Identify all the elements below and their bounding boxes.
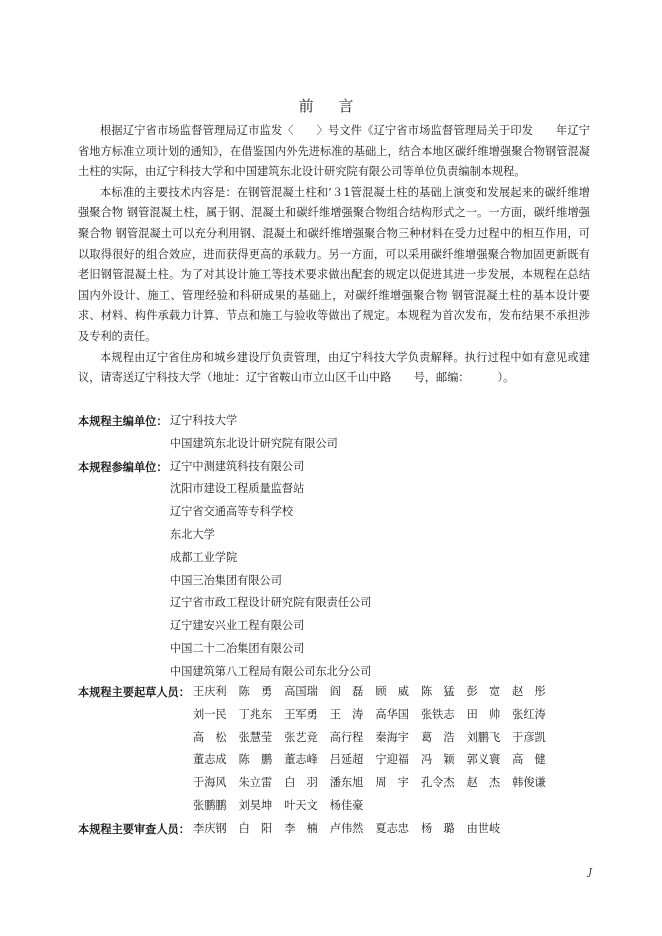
drafters-names bbox=[193, 681, 558, 818]
person-name: 王庆利 bbox=[193, 685, 227, 698]
person-name: 白 阳 bbox=[238, 822, 273, 835]
person-name: 卢伟然 bbox=[329, 822, 364, 835]
name-row bbox=[193, 704, 558, 727]
person-name: 秦海宇 bbox=[375, 730, 409, 744]
name-row bbox=[193, 727, 558, 750]
person-name: 刘鹏飞 bbox=[466, 730, 501, 744]
person-name: 由世岐 bbox=[466, 822, 501, 835]
person-name: 阎 磊 bbox=[329, 685, 364, 698]
name-row bbox=[193, 749, 558, 772]
person-name: 王军勇 bbox=[284, 707, 318, 721]
person-name: 朱立雷 bbox=[238, 776, 273, 790]
person-name: 韩俊谦 bbox=[512, 776, 546, 790]
preface-body bbox=[78, 121, 590, 389]
chief-units-label: 本规程主编单位： bbox=[78, 414, 168, 428]
person-name: 高华国 bbox=[375, 707, 409, 721]
name-row bbox=[193, 795, 558, 818]
reviewers-label: 本规程主要审查人员： bbox=[78, 822, 190, 836]
person-name: 叶天文 bbox=[284, 798, 318, 812]
paragraph-1: 根据辽宁省市场监督管理局辽市监发〈 〉号文件《辽宁省市场监督管理局关于印发 年辽宁省地方标准立项计划的通知》，在借鉴国内外先进标准的基础上，结合本地区碳纤维增强聚合物钢管混凝土柱的实际，由辽宁科技大学和中国建筑东北设计研究院有限公司等单位负责编制本规程。 bbox=[78, 124, 590, 179]
participating-unit-item: 辽宁省交通高等专科学校 bbox=[170, 505, 294, 519]
name-row bbox=[193, 772, 558, 795]
page-number: J bbox=[588, 868, 592, 878]
person-name: 郭义寰 bbox=[466, 753, 501, 767]
person-name: 李 楠 bbox=[284, 822, 318, 835]
participating-unit-item: 中国二十二冶集团有限公司 bbox=[170, 641, 305, 655]
person-name: 潘东旭 bbox=[329, 776, 364, 790]
person-name: 刘一民 bbox=[193, 707, 227, 721]
person-name: 陈 鹏 bbox=[238, 753, 273, 767]
person-name: 张铁志 bbox=[420, 707, 455, 721]
person-name: 陈 勇 bbox=[238, 685, 273, 698]
person-name: 葛 浩 bbox=[420, 730, 455, 744]
person-name: 董志成 bbox=[193, 753, 227, 767]
person-name: 刘昊坤 bbox=[238, 798, 273, 812]
name-row bbox=[193, 681, 558, 704]
person-name: 彭 宽 bbox=[466, 685, 501, 698]
name-row bbox=[193, 818, 512, 841]
participating-unit-item: 中国建筑第八工程局有限公司东北分公司 bbox=[170, 664, 372, 678]
person-name: 于海风 bbox=[193, 776, 227, 790]
reviewers-names bbox=[193, 818, 512, 841]
person-name: 张鹏鹏 bbox=[193, 798, 227, 812]
paragraph-3: 本规程由辽宁省住房和城乡建设厅负责管理，由辽宁科技大学负责解释。执行过程中如有意见或建议，请寄送辽宁科技大学（地址：辽宁省鞍山市立山区千山中路 号，邮编： ）。 bbox=[78, 350, 590, 385]
person-name: 李庆钢 bbox=[193, 822, 227, 835]
participating-unit-item: 辽宁省市政工程设计研究院有限责任公司 bbox=[170, 596, 372, 610]
drafters-label: 本规程主要起草人员： bbox=[78, 685, 190, 699]
person-name: 高行程 bbox=[329, 730, 364, 744]
person-name: 赵 彤 bbox=[512, 685, 546, 698]
person-name: 吕延超 bbox=[329, 753, 364, 767]
participating-units-group bbox=[78, 456, 598, 684]
person-name: 于彦凯 bbox=[512, 730, 546, 744]
paragraph-2: 本标准的主要技术内容是：在钢管混凝土柱和’３1管混凝土柱的基础上演变和发展起来的碳纤维增强聚合物 钢管混凝土柱，属于钢、混凝土和碳纤维增强聚合物组合结构形式之一。一方面，碳纤维增强聚合物 钢管混凝土可以充分利用钢、混凝土和碳纤维增强聚合物三种材料在受力过程中的相互作用，可以取得很好的组合效应，进而获得更高的承载力。另一方面，可以采用碳纤维增强聚合物加固更新既有老旧钢管混凝土柱。为了对其设计施工等技术要求做出配套的规定以促进其进一步发展，本规程在总结国内外设计、施工、管理经验和科研成果的基础上，对碳纤维增强聚合物 钢管混凝土柱的基本设计要求、材料、构件承载力计算、节点和施工与验收等做出了规定。本规程为首次发布，发布结果不承担涉及专利的责任。 bbox=[78, 185, 590, 343]
person-name: 杨 璐 bbox=[420, 822, 455, 835]
participating-units-label: 本规程参编单位： bbox=[78, 459, 168, 474]
page-title: 前 言 bbox=[298, 97, 364, 115]
chief-unit-item: 辽宁科技大学 bbox=[170, 414, 238, 427]
participating-unit-item: 辽宁建安兴业工程有限公司 bbox=[170, 619, 305, 633]
person-name: 张慧莹 bbox=[238, 730, 273, 744]
person-name: 王 涛 bbox=[329, 707, 364, 721]
person-name: 张红涛 bbox=[512, 707, 546, 721]
participating-unit-item: 东北大学 bbox=[170, 527, 215, 541]
participating-unit-item: 成都工业学院 bbox=[170, 550, 238, 564]
person-name: 张艺竞 bbox=[284, 730, 318, 744]
person-name: 白 羽 bbox=[284, 776, 318, 790]
person-name: 陈 猛 bbox=[420, 685, 455, 698]
person-name: 田 帅 bbox=[466, 707, 501, 721]
person-name: 冯 颖 bbox=[420, 753, 455, 767]
person-name: 丁兆东 bbox=[238, 707, 273, 721]
person-name: 孔令杰 bbox=[420, 776, 455, 790]
person-name: 顾 威 bbox=[375, 685, 409, 698]
person-name: 高 健 bbox=[512, 753, 546, 767]
person-name: 宁迎福 bbox=[375, 753, 409, 767]
chief-unit-item: 中国建筑东北设计研究院有限公司 bbox=[170, 436, 338, 450]
participating-unit-item: 沈阳市建设工程质量监督站 bbox=[170, 482, 305, 496]
person-name: 董志峰 bbox=[284, 753, 318, 767]
chief-units-group bbox=[78, 410, 598, 456]
person-name: 杨佳豪 bbox=[329, 798, 364, 812]
person-name: 高国瑞 bbox=[284, 685, 318, 698]
person-name: 高 松 bbox=[193, 730, 227, 744]
person-name: 周 宇 bbox=[375, 776, 409, 790]
units-section bbox=[78, 410, 598, 684]
participating-unit-item: 辽宁中测建筑科技有限公司 bbox=[170, 459, 305, 473]
person-name: 赵 杰 bbox=[466, 776, 501, 790]
participating-unit-item: 中国三冶集团有限公司 bbox=[170, 573, 282, 587]
person-name: 夏志忠 bbox=[375, 822, 409, 835]
